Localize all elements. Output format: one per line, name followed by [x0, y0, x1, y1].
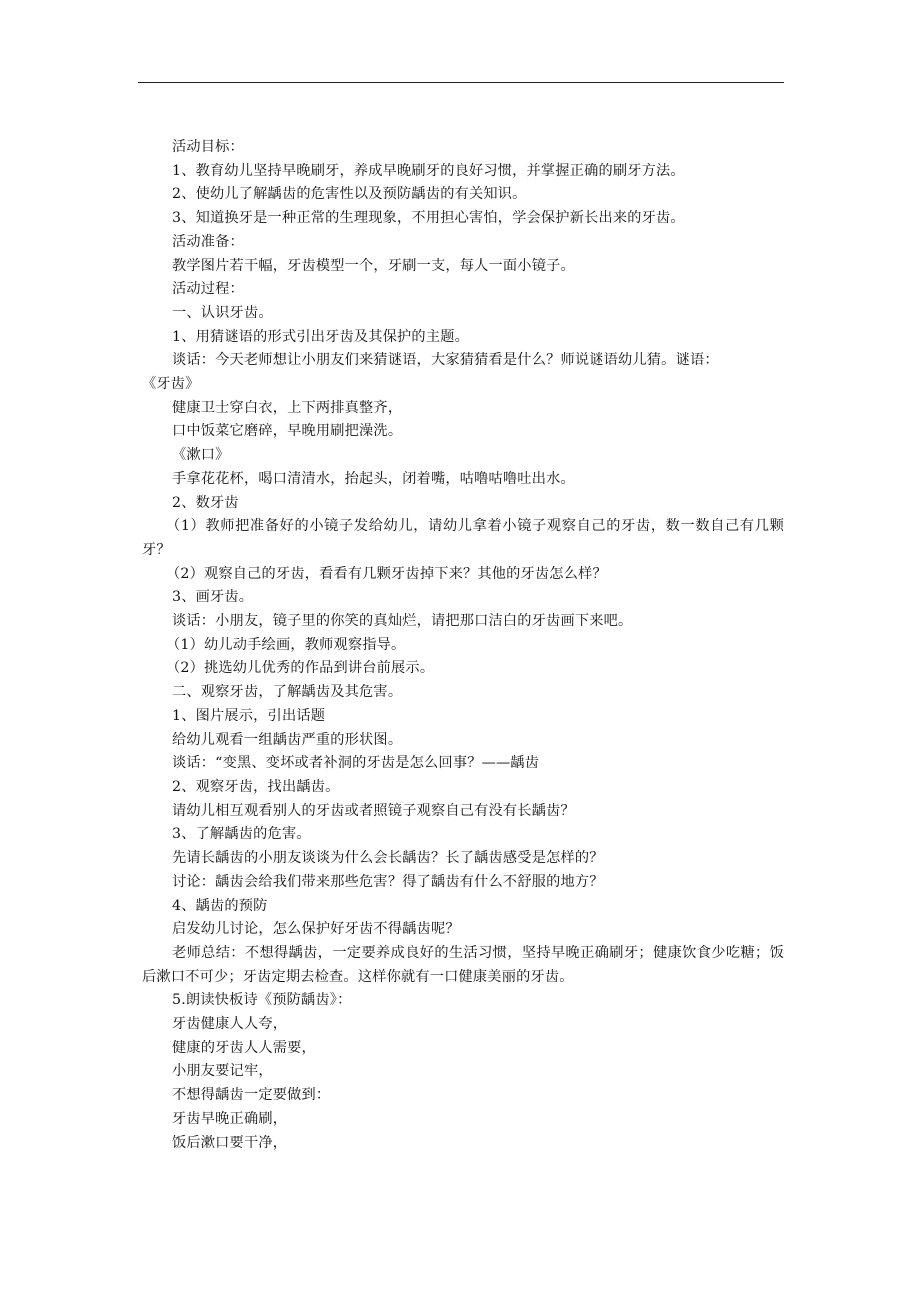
section-1-title: 一、认识牙齿。 — [172, 304, 273, 321]
riddle-title-rinse: 《漱口》 — [172, 447, 230, 464]
step-2-3-text: 先请长龋齿的小朋友谈谈为什么会长龋齿？长了龋齿感受是怎样的？ — [172, 850, 604, 867]
step-2-3: 3、了解龋齿的危害。 — [172, 826, 311, 843]
step-1-3-sub-1: （1）幼儿动手绘画，教师观察指导。 — [166, 636, 406, 653]
teacher-summary: 老师总结：不想得龋齿，一定要养成良好的生活习惯，坚持早晚正确刷牙；健康饮食少吃糖；饭后漱口不可少；牙齿定期去检查。这样你就有一口健康美丽的牙齿。 — [142, 944, 784, 985]
poem-line-1: 牙齿健康人人夸， — [172, 1016, 288, 1033]
step-2-1-text: 给幼儿观看一组龋齿严重的形状图。 — [172, 731, 403, 748]
talk-decay: 谈话：“变黑、变坏或者补洞的牙齿是怎么回事？——龋齿 — [172, 755, 540, 772]
preparation-text: 教学图片若干幅，牙齿模型一个，牙刷一支，每人一面小镜子。 — [172, 257, 575, 274]
step-1-2: 2、数牙齿 — [172, 494, 239, 511]
goal-item-1: 1、教育幼儿坚持早晚刷牙，养成早晚刷牙的良好习惯，并掌握正确的刷牙方法。 — [172, 162, 685, 179]
step-2-2-text: 请幼儿相互观看别人的牙齿或者照镜子观察自己有没有长龋齿？ — [172, 802, 575, 819]
heading-goals: 活动目标： — [172, 139, 244, 155]
poem-line-4: 不想得龋齿一定要做到： — [172, 1087, 331, 1104]
poem-line-6: 饭后漱口要干净， — [172, 1134, 288, 1151]
heading-process: 活动过程： — [172, 281, 244, 298]
step-1-2-sub-2: （2）观察自己的牙齿，看看有几颗牙齿掉下来？其他的牙齿怎么样？ — [166, 565, 607, 582]
riddle-line-2: 口中饭菜它磨碎，早晚用刷把澡洗。 — [172, 423, 403, 440]
header-rule — [138, 82, 784, 83]
step-2-4: 4、龋齿的预防 — [172, 897, 268, 914]
riddle-rinse-line: 手拿花花杯，喝口清清水，抬起头，闭着嘴，咕噜咕噜吐出水。 — [172, 470, 575, 487]
goal-item-2: 2、使幼儿了解龋齿的危害性以及预防龋齿的有关知识。 — [172, 186, 527, 203]
discussion-text: 讨论：龋齿会给我们带来那些危害？得了龋齿有什么不舒服的地方？ — [172, 873, 604, 890]
step-1-3-sub-2: （2）挑选幼儿优秀的作品到讲台前展示。 — [166, 660, 435, 677]
riddle-title-teeth: 《牙齿》 — [142, 376, 200, 393]
section-2-title: 二、观察牙齿，了解龋齿及其危害。 — [172, 684, 403, 701]
step-1-1: 1、用猜谜语的形式引出牙齿及其保护的主题。 — [172, 328, 469, 345]
riddle-line-1: 健康卫士穿白衣，上下两排真整齐， — [172, 399, 403, 416]
talk-riddle: 谈话：今天老师想让小朋友们来猜谜语，大家猜猜看是什么？师说谜语幼儿猜。谜语： — [172, 352, 719, 369]
talk-draw: 谈话：小朋友，镜子里的你笑的真灿烂，请把那口洁白的牙齿画下来吧。 — [172, 613, 633, 630]
step-2-5: 5.朗读快板诗《预防龋齿》： — [172, 992, 352, 1009]
poem-line-5: 牙齿早晚正确刷， — [172, 1110, 288, 1127]
poem-line-2: 健康的牙齿人人需要， — [172, 1039, 316, 1056]
step-2-1: 1、图片展示，引出话题 — [172, 707, 326, 724]
step-1-2-sub-1: （1）教师把准备好的小镜子发给幼儿，请幼儿拿着小镜子观察自己的牙齿，数一数自己有几颗牙？ — [142, 518, 784, 558]
poem-line-3: 小朋友要记牢， — [172, 1063, 273, 1080]
step-1-3: 3、画牙齿。 — [172, 589, 254, 606]
heading-preparation: 活动准备： — [172, 233, 244, 250]
step-2-2: 2、观察牙齿，找出龋齿。 — [172, 778, 340, 795]
step-2-4-text: 启发幼儿讨论，怎么保护好牙齿不得龋齿呢？ — [172, 921, 460, 938]
goal-item-3: 3、知道换牙是一种正常的生理现象，不用担心害怕，学会保护新长出来的牙齿。 — [172, 210, 685, 227]
document-body — [142, 136, 784, 1155]
